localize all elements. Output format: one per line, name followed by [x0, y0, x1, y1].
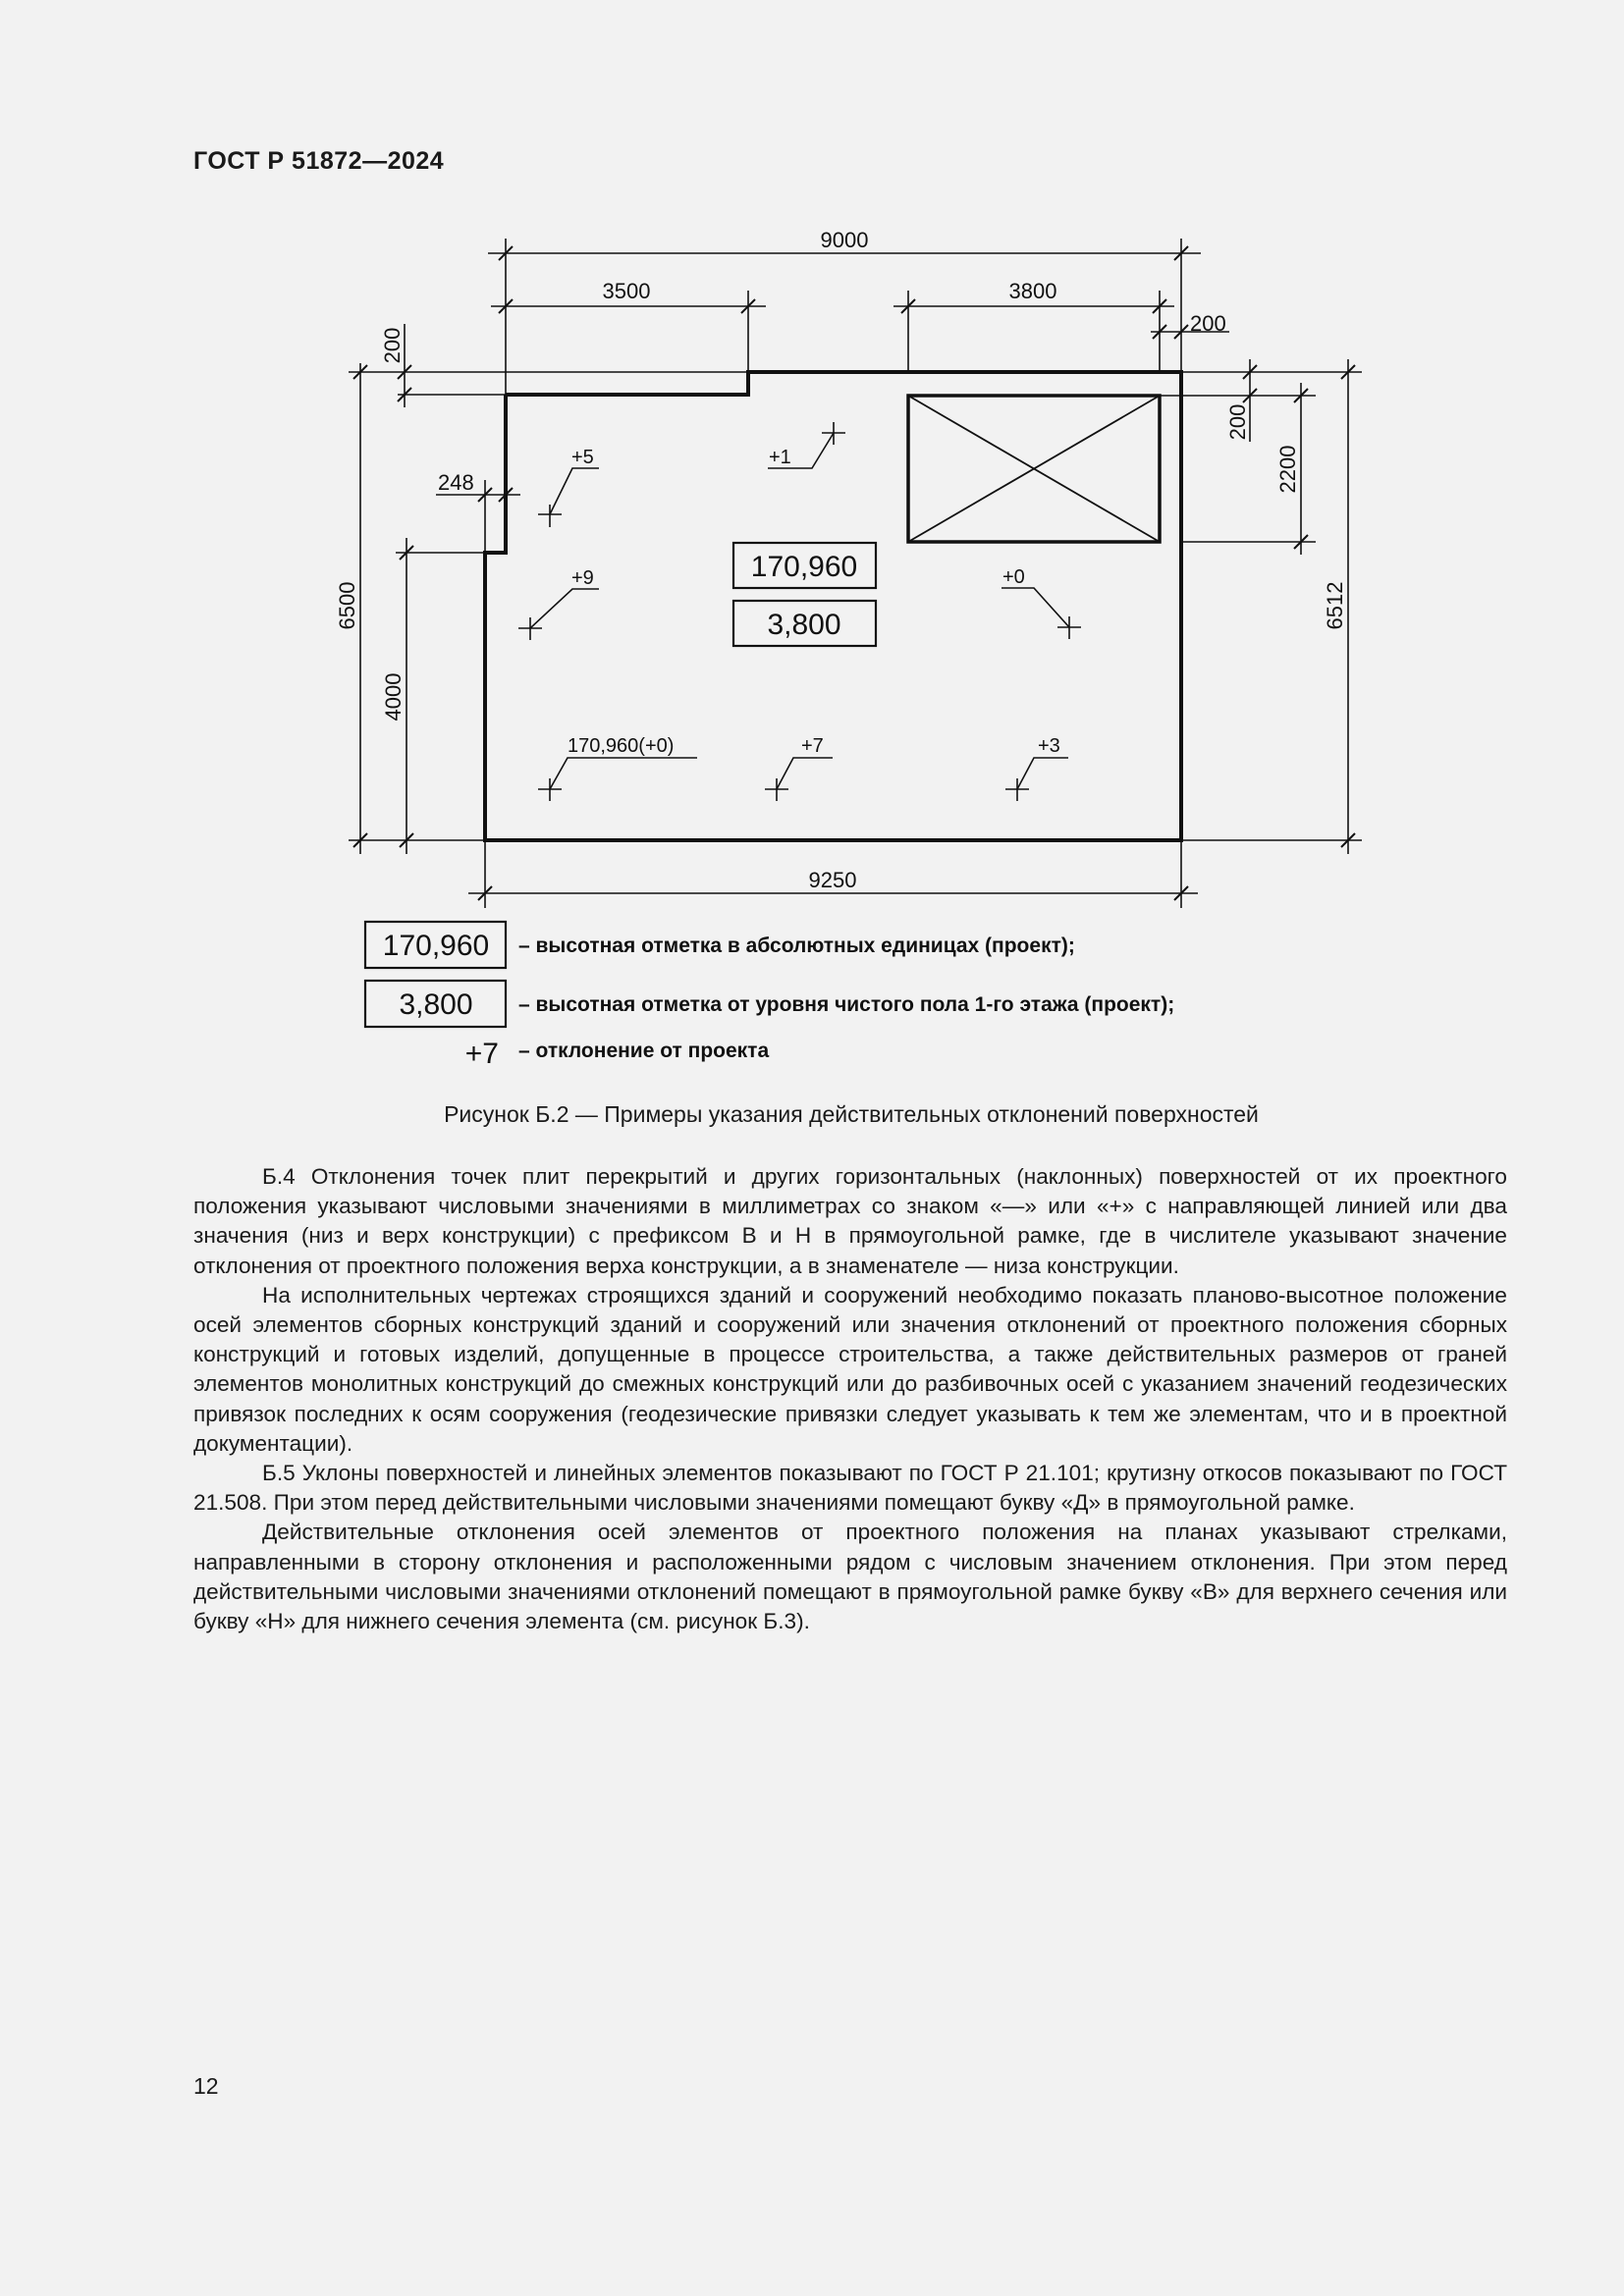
dim-top-right: 3800	[1008, 279, 1057, 303]
point-label-p0: +0	[1002, 566, 1025, 588]
legend-abs-value: 170,960	[382, 930, 490, 962]
point-label-p5: +5	[571, 447, 594, 468]
point-label-p3: +3	[1038, 735, 1060, 757]
page-number: 12	[193, 2073, 219, 2099]
paragraph: Б.5 Уклоны поверхностей и линейных элементов показывают по ГОСТ Р 21.101; крутизну откосов показывают по ГОСТ 21.508. При этом перед действительными числовыми значениями помещают букву «Д» в прямоугольной рамке.	[193, 1461, 1507, 1516]
dim-left-step: 200	[380, 327, 405, 364]
legend-abs-desc: – высотная отметка в абсолютных единицах (проект);	[518, 934, 1075, 957]
point-label-p7: +7	[801, 735, 824, 757]
body-text	[193, 1162, 1507, 1636]
dim-right-opening: 2200	[1275, 445, 1300, 494]
point-label-p1: +1	[769, 447, 791, 468]
legend-rel-value: 3,800	[399, 988, 473, 1021]
legend-rel-desc: – высотная отметка от уровня чистого пола 1-го этажа (проект);	[518, 993, 1175, 1016]
dim-top-right-gap: 200	[1190, 311, 1226, 336]
point-label-p9: +9	[571, 567, 594, 589]
legend-dev-value: +7	[464, 1038, 499, 1070]
dim-right-top: 200	[1225, 403, 1250, 441]
paragraph: Действительные отклонения осей элементов от проектного положения на планах указывают стрелками, направленными в сторону отклонения и расположенными рядом с числовым значением отклонения. При этом перед действительными числовыми значениями отклонений помещают в прямоугольной рамке букву «В» для верхнего сечения или букву «Н» для нижнего сечения элемента (см. рисунок Б.3).	[193, 1520, 1507, 1634]
dim-bottom-total: 9250	[808, 868, 857, 892]
paragraph: На исполнительных чертежах строящихся зданий и сооружений необходимо показать планово-высотное положение осей элементов сборных конструкций зданий и сооружений или значения отклонений от проектного положения сборных конструкций и готовых изделий, допущенные в процессе строительства, а также действительных размеров от граней элементов монолитных конструкций до смежных конструкций или до разбивочных осей с указанием значений геодезических привязок последних к осям сооружения (геодезические привязки следует указывать к тем же элементам, что и в проектной документации).	[193, 1282, 1507, 1456]
floor-slab-drawing	[0, 0, 1624, 1090]
elevation-box-absolute: 170,960	[750, 551, 858, 583]
legend-dev-desc: – отклонение от проекта	[518, 1040, 770, 1062]
dim-right-total: 6512	[1323, 581, 1347, 630]
dim-top-left: 3500	[602, 279, 651, 303]
dim-top-total: 9000	[820, 228, 869, 252]
elevation-box-relative: 3,800	[767, 609, 841, 641]
paragraph: Б.4 Отклонения точек плит перекрытий и других горизонтальных (наклонных) поверхностей от их проектного положения указывают числовыми значениями в миллиметрах со знаком «—» или «+» с направляющей линией или два значения (низ и верх конструкции) с префиксом В и Н в прямоугольной рамке, где в числителе указывают значение отклонения от проектного положения верха конструкции, а в знаменателе — низа конструкции.	[193, 1164, 1507, 1278]
dim-left-total: 6500	[335, 581, 359, 630]
dim-left-lower: 4000	[381, 672, 406, 721]
document-header: ГОСТ Р 51872—2024	[193, 147, 445, 175]
point-label-base: 170,960(+0)	[568, 735, 675, 757]
figure-caption: Рисунок Б.2 — Примеры указания действительных отклонений поверхностей	[444, 1101, 1259, 1127]
dim-left-offset: 248	[438, 470, 474, 495]
